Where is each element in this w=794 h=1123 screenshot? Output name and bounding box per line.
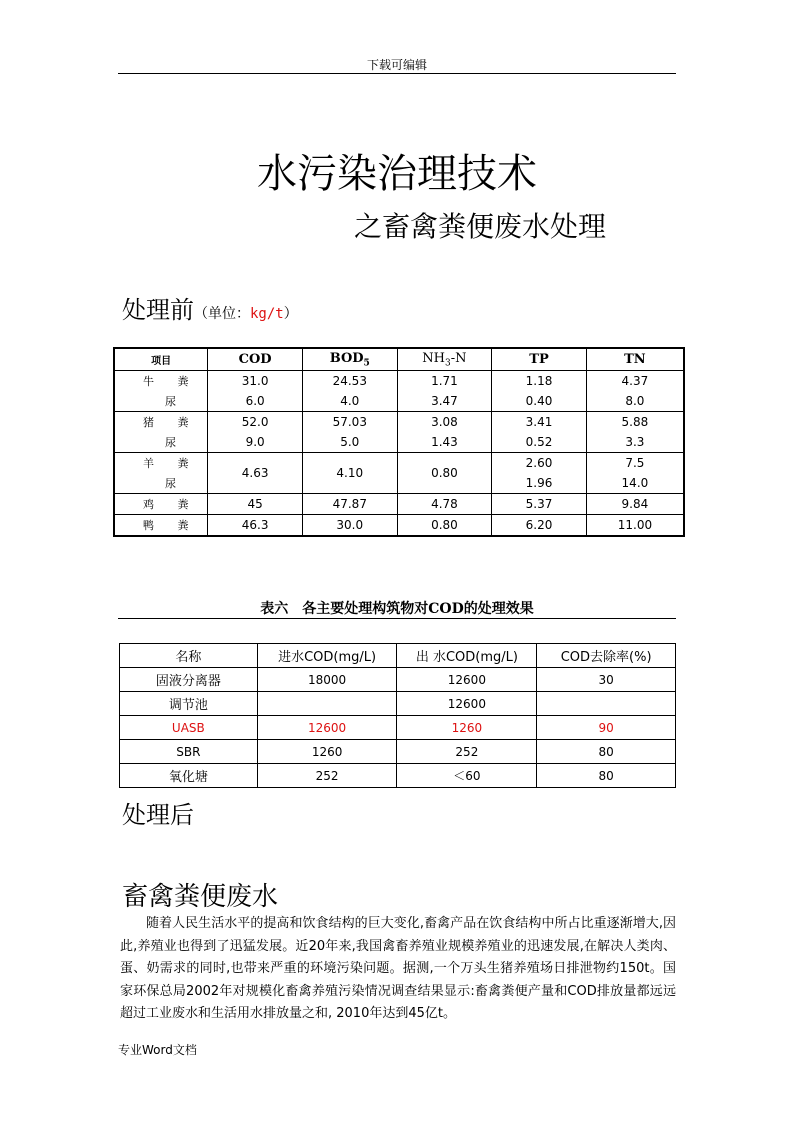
body-paragraph: 随着人民生活水平的提高和饮食结构的巨大变化,畜禽产品在饮食结构中所占比重逐渐增大,因此,养殖业也得到了迅猛发展。近20年来,我国禽畜养殖业规模养殖业的迅速发展,在解决人类肉、蛋、奶需求的同时,也带来严重的环境污染问题。据测,一个万头生猪养殖场日排泄物约150t。国家环保总局2002年对规模化畜禽养殖污染情况调查结果显示:畜禽粪便产量和COD排放量都远远超过工业废水和生活用水排放量之和, 2010年达到45亿t。 [120, 916, 676, 1021]
cell: 47.87 [302, 494, 397, 515]
cell: 0.52 [492, 432, 587, 453]
cell: 3.3 [586, 432, 684, 453]
before-treatment-heading [122, 290, 298, 325]
row-label: 尿 [114, 391, 208, 412]
cell: 7.5 [586, 453, 684, 474]
table-row [114, 515, 684, 537]
cell: 4.0 [302, 391, 397, 412]
cell: 45 [208, 494, 303, 515]
unit-value: kg/t [250, 306, 284, 322]
table-row [114, 432, 684, 453]
unit-note [194, 306, 298, 322]
after-treatment-heading: 处理后 [122, 801, 194, 829]
row-label: 羊 粪 [114, 453, 208, 474]
cell: 1.96 [492, 473, 587, 494]
section-heading: 畜禽粪便废水 [122, 882, 279, 912]
header-name: 名称 [120, 644, 258, 668]
page-footer: 专业Word文档 [118, 1043, 197, 1057]
cell: 1260 [397, 716, 537, 740]
document-title: 水污染治理技术 [257, 151, 537, 197]
table6-rule [118, 618, 676, 619]
header-bod: $BOD_5$ [302, 348, 397, 371]
header-cod: COD [208, 348, 303, 371]
table-row [120, 668, 676, 692]
row-label: 猪 粪 [114, 412, 208, 433]
cell: 8.0 [586, 391, 684, 412]
cell [537, 692, 676, 716]
cell: 0.80 [397, 453, 492, 494]
table6-title: 表六 各主要处理构筑物对COD的处理效果 [260, 601, 534, 617]
cell: ＜60 [397, 764, 537, 788]
unit-prefix: （单位： [194, 306, 250, 322]
cell: 57.03 [302, 412, 397, 433]
cell: 12600 [397, 692, 537, 716]
cell: 52.0 [208, 412, 303, 433]
cell: 3.41 [492, 412, 587, 433]
cell: 5.88 [586, 412, 684, 433]
table-row [120, 692, 676, 716]
cod-treatment-table [119, 643, 676, 788]
cell: 24.53 [302, 371, 397, 392]
cell: SBR [120, 740, 258, 764]
cell: 31.0 [208, 371, 303, 392]
page-header: 下载可编辑 [366, 58, 427, 72]
cell: 30.0 [302, 515, 397, 537]
header-nh3n: $NH_3-N$ [397, 348, 492, 371]
cell: 氧化塘 [120, 764, 258, 788]
row-label: 牛 粪 [114, 371, 208, 392]
cell: 80 [537, 740, 676, 764]
document-subtitle: 之畜禽粪便废水处理 [354, 210, 607, 243]
table-row-highlighted [120, 716, 676, 740]
cell [257, 692, 397, 716]
cell: 0.40 [492, 391, 587, 412]
cell: 3.08 [397, 412, 492, 433]
cell: 11.00 [586, 515, 684, 537]
cell: 0.80 [397, 515, 492, 537]
cell: 5.37 [492, 494, 587, 515]
header-outflow-cod: 出 水COD(mg/L) [397, 644, 537, 668]
cell: 30 [537, 668, 676, 692]
header-tn: TN [586, 348, 684, 371]
table-row [114, 453, 684, 474]
header-item: 项目 [114, 348, 208, 371]
cell: 14.0 [586, 473, 684, 494]
cell: 3.47 [397, 391, 492, 412]
cell: 4.63 [208, 453, 303, 494]
cell: 18000 [257, 668, 397, 692]
cell: 1.71 [397, 371, 492, 392]
cell: 252 [257, 764, 397, 788]
table-row [114, 494, 684, 515]
row-label: 尿 [114, 473, 208, 494]
cell: 252 [397, 740, 537, 764]
cell: 80 [537, 764, 676, 788]
cell: UASB [120, 716, 258, 740]
row-label: 尿 [114, 432, 208, 453]
header-inflow-cod: 进水COD(mg/L) [257, 644, 397, 668]
cell: 4.78 [397, 494, 492, 515]
cell: 90 [537, 716, 676, 740]
cell: 2.60 [492, 453, 587, 474]
cell: 1.18 [492, 371, 587, 392]
cell: 4.10 [302, 453, 397, 494]
cell: 固液分离器 [120, 668, 258, 692]
cell: 6.0 [208, 391, 303, 412]
row-label: 鸡 粪 [114, 494, 208, 515]
cell: 46.3 [208, 515, 303, 537]
cell: 1.43 [397, 432, 492, 453]
table-row [114, 391, 684, 412]
cell: 12600 [397, 668, 537, 692]
cell: 9.0 [208, 432, 303, 453]
cell: 12600 [257, 716, 397, 740]
table-header-row [114, 348, 684, 371]
cell: 1260 [257, 740, 397, 764]
header-removal-rate: COD去除率(%) [537, 644, 676, 668]
header-rule [118, 73, 676, 74]
cell: 5.0 [302, 432, 397, 453]
cell: 4.37 [586, 371, 684, 392]
cell: 调节池 [120, 692, 258, 716]
table-row [114, 412, 684, 433]
table-header-row [120, 644, 676, 668]
table-row [120, 740, 676, 764]
pollutant-table [113, 347, 685, 537]
cell: 6.20 [492, 515, 587, 537]
table-row [120, 764, 676, 788]
cell: 9.84 [586, 494, 684, 515]
before-heading-text: 处理前 [122, 296, 194, 324]
unit-suffix: ） [283, 306, 298, 322]
table-row [114, 371, 684, 392]
header-tp: TP [492, 348, 587, 371]
row-label: 鸭 粪 [114, 515, 208, 537]
